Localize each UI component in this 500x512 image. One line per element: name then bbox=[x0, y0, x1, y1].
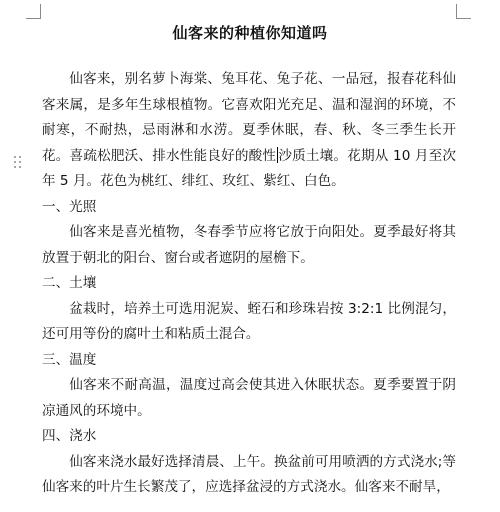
drag-handle-icon[interactable] bbox=[14, 156, 22, 170]
intro-paragraph[interactable]: 仙客来，别名萝卜海棠、兔耳花、兔子花、一品冠，报春花科仙客来属，是多年生球根植物。它喜欢阳光充足、温和湿润的环境，不耐寒，不耐热，忌雨淋和水涝。夏季休眠，春、秋、冬三季生长开花。喜疏松肥沃、排水性能良好的酸性 沙质土壤。花期从 10 月至次年 5 月。花色为桃红、绯红、玫红、紫红、白色。 bbox=[42, 71, 456, 189]
crop-mark-top-left bbox=[26, 4, 41, 19]
crop-mark-top-right bbox=[456, 4, 471, 19]
document-body bbox=[42, 67, 456, 501]
section-text-soil: 盆栽时，培养土可选用泥炭、蛭石和珍珠岩按 3:2:1 比例混匀，还可用等份的腐叶土和粘质土混合。 bbox=[42, 300, 456, 342]
section-text-temperature: 仙客来不耐高温，温度过高会使其进入休眠状态。夏季要置于阴凉通风的环境中。 bbox=[42, 377, 456, 419]
section-heading-light: 一、光照 bbox=[42, 198, 97, 215]
document-title: 仙客来的种植你知道吗 bbox=[172, 24, 328, 42]
section-heading-soil: 二、土壤 bbox=[42, 275, 97, 291]
section-heading-watering: 四、浇水 bbox=[42, 428, 97, 444]
section-text-light: 仙客来是喜光植物，冬春季节应将它放于向阳处。夏季最好将其放置于朝北的阳台、窗台或者遮阴的屋檐下。 bbox=[42, 224, 456, 266]
section-heading-temperature: 三、温度 bbox=[42, 351, 97, 368]
section-text-watering: 仙客来浇水最好选择清晨、上午。换盆前可用喷洒的方式浇水;等仙客来的叶片生长繁茂了，应选择盆浸的方式浇水。仙客来不耐旱， bbox=[42, 453, 456, 495]
